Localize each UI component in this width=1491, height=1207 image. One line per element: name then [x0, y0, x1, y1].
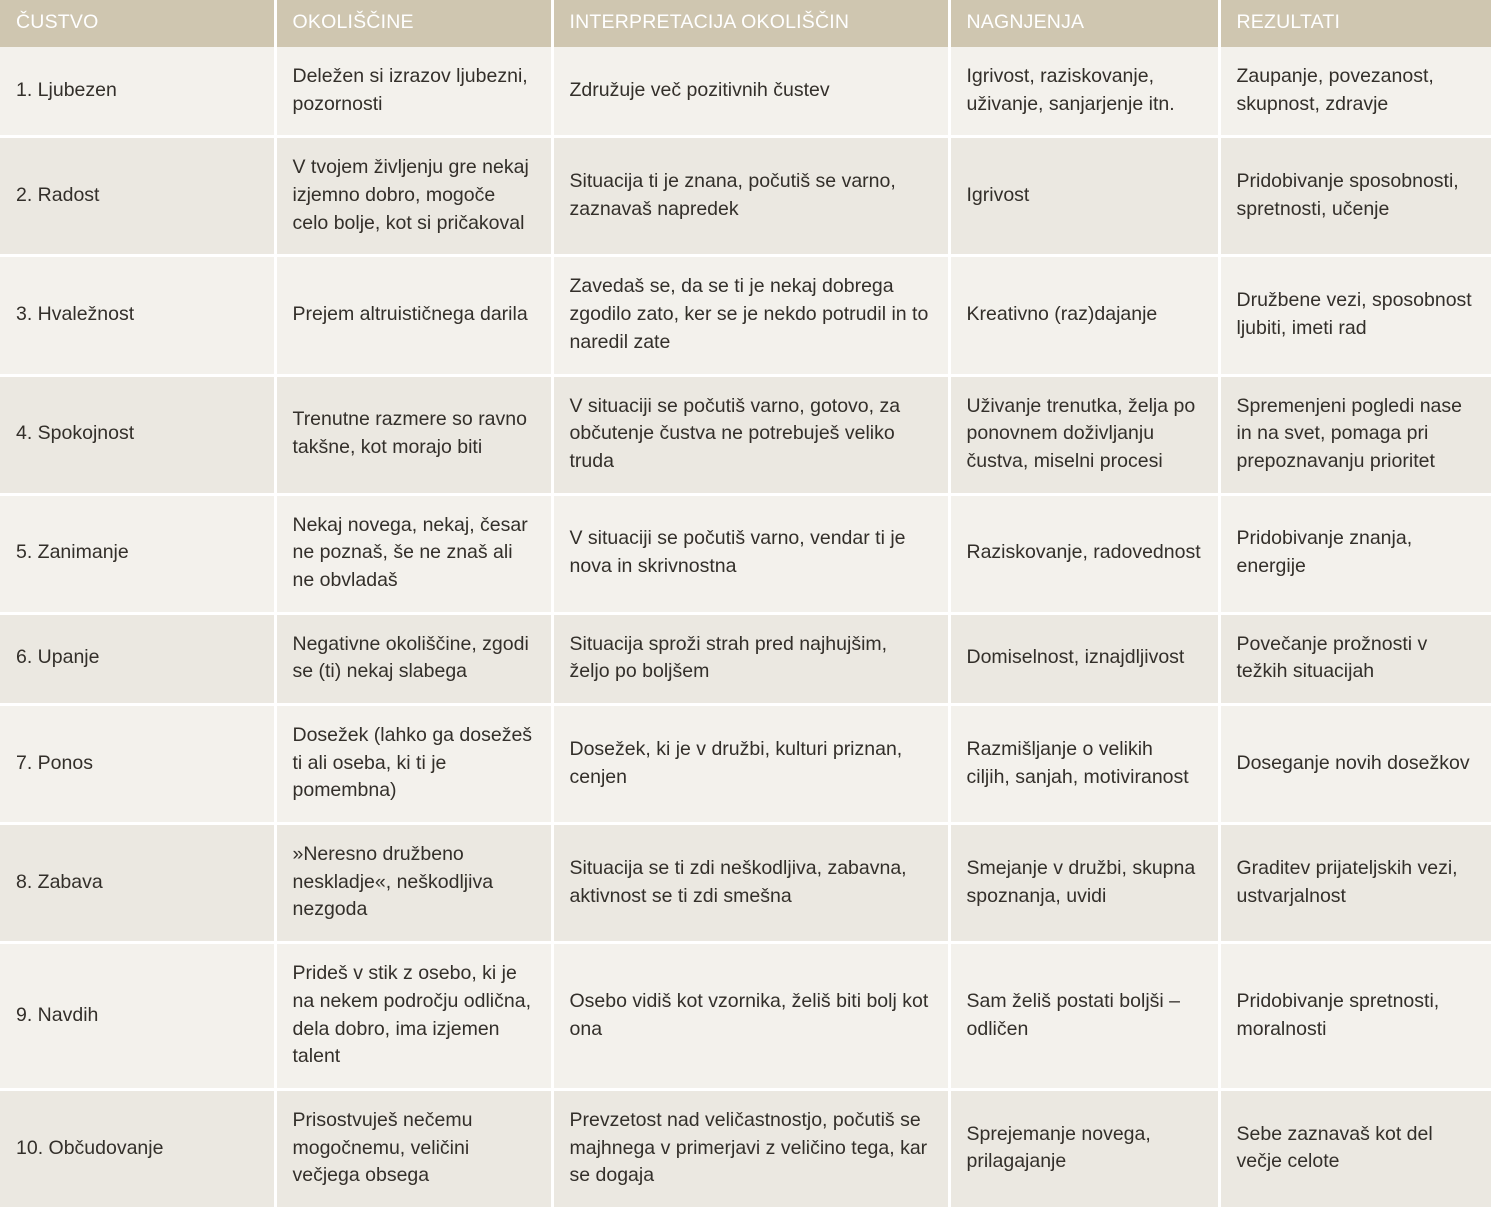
cell-circumstances: V tvojem življenju gre nekaj izjemno dobro, mogoče celo bolje, kot si pričakoval — [275, 137, 552, 256]
cell-results: Zaupanje, povezanost, skupnost, zdravje — [1219, 47, 1491, 137]
cell-emotion: 5. Zanimanje — [0, 494, 275, 613]
cell-results: Pridobivanje spretnosti, moralnosti — [1219, 943, 1491, 1090]
cell-tendencies: Smejanje v družbi, skupna spoznanja, uvidi — [949, 824, 1219, 943]
column-header-circumstances: OKOLIŠČINE — [275, 0, 552, 47]
cell-results: Povečanje prožnosti v težkih situacijah — [1219, 613, 1491, 704]
cell-interpretation: V situaciji se počutiš varno, vendar ti je nova in skrivnostna — [552, 494, 949, 613]
cell-tendencies: Uživanje trenutka, želja po ponovnem doživljanju čustva, miselni procesi — [949, 375, 1219, 494]
cell-results: Pridobivanje znanja, energije — [1219, 494, 1491, 613]
table-header-row — [0, 0, 1491, 47]
cell-emotion: 7. Ponos — [0, 705, 275, 824]
cell-interpretation: Združuje več pozitivnih čustev — [552, 47, 949, 137]
cell-tendencies: Domiselnost, iznajdljivost — [949, 613, 1219, 704]
cell-interpretation: Situacija ti je znana, počutiš se varno, zaznavaš napredek — [552, 137, 949, 256]
cell-emotion: 6. Upanje — [0, 613, 275, 704]
cell-interpretation: Zavedaš se, da se ti je nekaj dobrega zgodilo zato, ker se je nekdo potrudil in to naredil zate — [552, 256, 949, 375]
cell-interpretation: V situaciji se počutiš varno, gotovo, za občutenje čustva ne potrebuješ veliko truda — [552, 375, 949, 494]
cell-circumstances: Negativne okoliščine, zgodi se (ti) nekaj slabega — [275, 613, 552, 704]
cell-circumstances: Prejem altruističnega darila — [275, 256, 552, 375]
column-header-results: REZULTATI — [1219, 0, 1491, 47]
table-row — [0, 824, 1491, 943]
cell-emotion: 2. Radost — [0, 137, 275, 256]
cell-emotion: 9. Navdih — [0, 943, 275, 1090]
cell-results: Graditev prijateljskih vezi, ustvarjalnost — [1219, 824, 1491, 943]
cell-interpretation: Situacija se ti zdi neškodljiva, zabavna, aktivnost se ti zdi smešna — [552, 824, 949, 943]
cell-circumstances: »Neresno družbeno neskladje«, neškodljiva nezgoda — [275, 824, 552, 943]
table-row — [0, 256, 1491, 375]
cell-tendencies: Sam želiš postati boljši – odličen — [949, 943, 1219, 1090]
cell-interpretation: Osebo vidiš kot vzornika, želiš biti bolj kot ona — [552, 943, 949, 1090]
column-header-tendencies: NAGNJENJA — [949, 0, 1219, 47]
table-row — [0, 943, 1491, 1090]
table-row — [0, 705, 1491, 824]
table-row — [0, 137, 1491, 256]
cell-results: Pridobivanje sposobnosti, spretnosti, učenje — [1219, 137, 1491, 256]
table-row — [0, 375, 1491, 494]
cell-results: Sebe zaznavaš kot del večje celote — [1219, 1089, 1491, 1207]
column-header-interpretation: INTERPRETACIJA OKOLIŠČIN — [552, 0, 949, 47]
cell-results: Spremenjeni pogledi nase in na svet, pomaga pri prepoznavanju prioritet — [1219, 375, 1491, 494]
cell-circumstances: Trenutne razmere so ravno takšne, kot morajo biti — [275, 375, 552, 494]
table-row — [0, 47, 1491, 137]
cell-interpretation: Situacija sproži strah pred najhujšim, željo po boljšem — [552, 613, 949, 704]
cell-circumstances: Dosežek (lahko ga dosežeš ti ali oseba, ki ti je pomembna) — [275, 705, 552, 824]
cell-interpretation: Prevzetost nad veličastnostjo, počutiš se majhnega v primerjavi z veličino tega, kar se dogaja — [552, 1089, 949, 1207]
table-row — [0, 1089, 1491, 1207]
cell-tendencies: Igrivost, raziskovanje, uživanje, sanjarjenje itn. — [949, 47, 1219, 137]
cell-tendencies: Igrivost — [949, 137, 1219, 256]
cell-emotion: 4. Spokojnost — [0, 375, 275, 494]
cell-circumstances: Prisostvuješ nečemu mogočnemu, veličini večjega obsega — [275, 1089, 552, 1207]
cell-results: Družbene vezi, sposobnost ljubiti, imeti rad — [1219, 256, 1491, 375]
cell-emotion: 10. Občudovanje — [0, 1089, 275, 1207]
cell-tendencies: Kreativno (raz)dajanje — [949, 256, 1219, 375]
cell-emotion: 8. Zabava — [0, 824, 275, 943]
cell-interpretation: Dosežek, ki je v družbi, kulturi priznan, cenjen — [552, 705, 949, 824]
cell-emotion: 3. Hvaležnost — [0, 256, 275, 375]
cell-results: Doseganje novih dosežkov — [1219, 705, 1491, 824]
cell-circumstances: Deležen si izrazov ljubezni, pozornosti — [275, 47, 552, 137]
table-row — [0, 494, 1491, 613]
cell-tendencies: Raziskovanje, radovednost — [949, 494, 1219, 613]
cell-emotion: 1. Ljubezen — [0, 47, 275, 137]
column-header-emotion: ČUSTVO — [0, 0, 275, 47]
cell-circumstances: Nekaj novega, nekaj, česar ne poznaš, še ne znaš ali ne obvladaš — [275, 494, 552, 613]
cell-tendencies: Sprejemanje novega, prilagajanje — [949, 1089, 1219, 1207]
cell-tendencies: Razmišljanje o velikih ciljih, sanjah, motiviranost — [949, 705, 1219, 824]
cell-circumstances: Prideš v stik z osebo, ki je na nekem področju odlična, dela dobro, ima izjemen talent — [275, 943, 552, 1090]
table-row — [0, 613, 1491, 704]
